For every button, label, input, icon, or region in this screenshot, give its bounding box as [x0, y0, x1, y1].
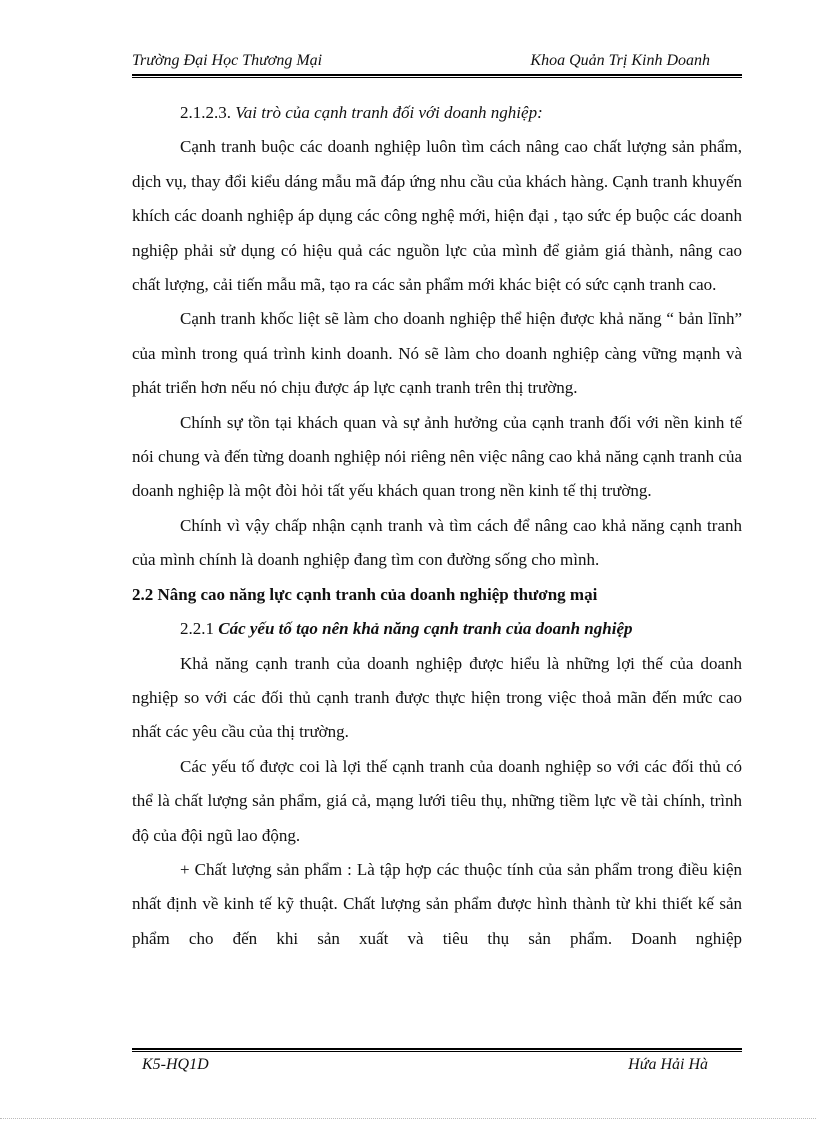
paragraph: Chính sự tồn tại khách quan và sự ảnh hưởng của cạnh tranh đối với nền kinh tế nói chung và đến từng doanh nghiệp nói riêng nên việc nâng cao khả năng cạnh tranh của doanh nghiệp là một đòi hỏi tất yếu khách quan trong nền kinh tế thị trường.	[132, 412, 742, 501]
footer-rule	[132, 1048, 742, 1050]
section-heading-221	[132, 612, 742, 646]
header-school: Trường Đại Học Thương Mại	[132, 52, 323, 69]
section-number: 2.2.1	[180, 619, 214, 639]
footer-class-code: K5-HQ1D	[142, 1056, 209, 1073]
paragraph: Chính vì vậy chấp nhận cạnh tranh và tìm cách để nâng cao khả năng cạnh tranh của mình chính là doanh nghiệp đang tìm con đường sống cho mình.	[132, 515, 742, 570]
page-body	[132, 96, 742, 956]
paragraph: + Chất lượng sản phẩm : Là tập hợp các thuộc tính của sản phẩm trong điều kiện nhất định về kinh tế kỹ thuật. Chất lượng sản phẩm được hình thành từ khi thiết kế sản phẩm cho đến khi sản xuất và tiêu thụ sản phẩm. Doanh nghiệp	[132, 859, 742, 948]
section-title: Vai trò của cạnh tranh đối với doanh nghiệp:	[235, 103, 543, 122]
paragraph: Các yếu tố được coi là lợi thế cạnh tranh của doanh nghiệp so với các đối thủ có thể là chất lượng sản phẩm, giá cả, mạng lưới tiêu thụ, những tiềm lực về tài chính, trình độ của đội ngũ lao động.	[132, 756, 742, 845]
page-header	[132, 52, 742, 74]
header-faculty: Khoa Quản Trị Kinh Doanh	[530, 52, 710, 69]
header-rule-thin	[132, 77, 742, 78]
page-edge-dots	[0, 1118, 816, 1120]
paragraph: Khả năng cạnh tranh của doanh nghiệp được hiểu là những lợi thế của doanh nghiệp so với các đối thủ cạnh tranh được thực hiện trong việc thoả mãn đến mức cao nhất các yêu cầu của thị trường.	[132, 653, 742, 742]
section-number: 2.1.2.3.	[180, 103, 231, 122]
section-heading-2123	[132, 96, 742, 130]
paragraph: Cạnh tranh khốc liệt sẽ làm cho doanh nghiệp thể hiện được khả năng “ bản lĩnh” của mình trong quá trình kinh doanh. Nó sẽ làm cho doanh nghiệp càng vững mạnh và phát triển hơn nếu nó chịu được áp lực cạnh tranh trên thị trường.	[132, 309, 742, 398]
section-heading-22: 2.2 Nâng cao năng lực cạnh tranh của doanh nghiệp thương mại	[132, 584, 598, 604]
paragraph: Cạnh tranh buộc các doanh nghiệp luôn tìm cách nâng cao chất lượng sản phẩm, dịch vụ, thay đổi kiểu dáng mẫu mã đáp ứng nhu cầu của khách hàng. Cạnh tranh khuyến khích các doanh nghiệp áp dụng các công nghệ mới, hiện đại , tạo sức ép buộc các doanh nghiệp phải sử dụng có hiệu quả các nguồn lực của mình để giảm giá thành, nâng cao chất lượng, cải tiến mẫu mã, tạo ra các sản phẩm mới khác biệt có sức cạnh tranh cao.	[132, 137, 742, 295]
footer-rule-thin	[132, 1051, 742, 1052]
header-rule	[132, 74, 742, 76]
section-title: Các yếu tố tạo nên khả năng cạnh tranh của doanh nghiệp	[218, 619, 633, 639]
footer-author: Hứa Hải Hà	[628, 1056, 708, 1073]
